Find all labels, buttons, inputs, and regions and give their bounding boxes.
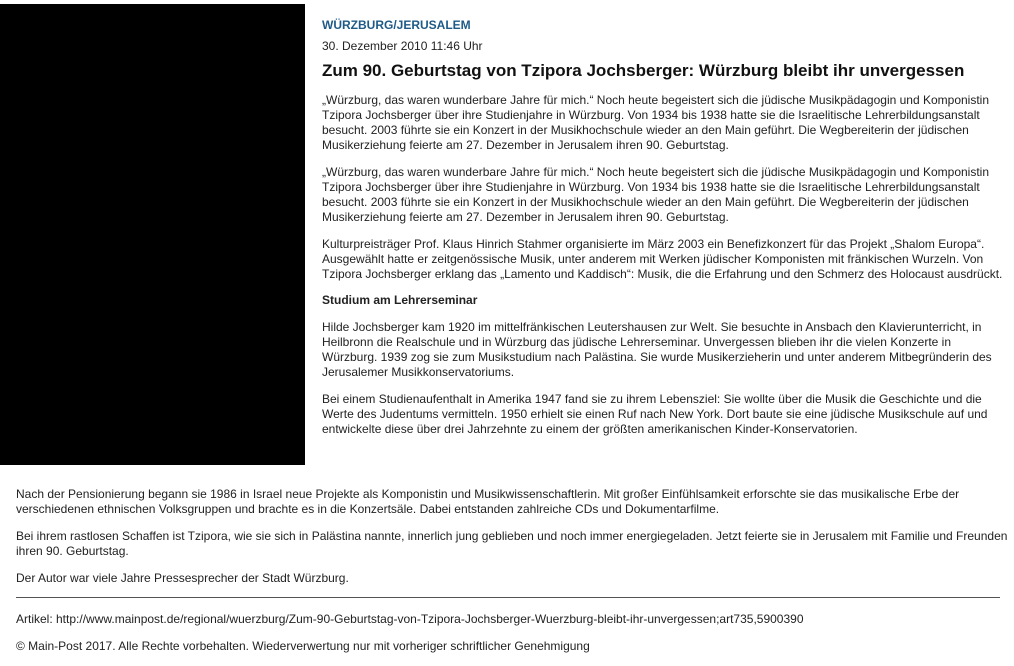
article-paragraph: Bei einem Studienaufenthalt in Amerika 1947 fand sie zu ihrem Lebensziel: Sie wollte über die Musik die Geschichte und die Werte des Judentums vermitteln. 1950 erhielt sie einen Ruf nach New York. Dort baute sie eine jüdische Musikschule auf und entwickelte diese über drei Jahrzehnte zu einem der größten amerikanischen Kinder-Konservatorien. [322, 392, 988, 436]
author-note: Der Autor war viele Jahre Pressesprecher der Stadt Würzburg. [16, 571, 349, 585]
copyright-notice: © Main-Post 2017. Alle Rechte vorbehalten. Wiederverwertung nur mit vorheriger schriftlicher Genehmigung [16, 639, 590, 653]
article-paragraph: Hilde Jochsberger kam 1920 im mittelfränkischen Leutershausen zur Welt. Sie besuchte in Ansbach den Klavierunterricht, in Heilbronn die Realschule und in Würzburg das jüdische Lehrerseminar. Unvergessen blieben ihr die vielen Konzerte in Würzburg. 1939 zog sie zum Musikstudium nach Palästina. Sie wurde Musikerzieherin und unter anderem Mitbegründerin des Jerusalemer Musikkonservatoriums. [322, 320, 992, 379]
article-subheading: Studium am Lehrerseminar [322, 293, 478, 307]
article-paragraph: Bei ihrem rastlosen Schaffen ist Tzipora, wie sie sich in Palästina nannte, innerlich jung geblieben und noch immer energiegeladen. Jetzt feierte sie in Jerusalem mit Familie und Freunden ihren 90. Geburtstag. [16, 529, 1008, 558]
article-paragraph: Nach der Pensionierung begann sie 1986 in Israel neue Projekte als Komponistin und Musikwissenschaftlerin. Mit großer Einfühlsamkeit erforschte sie das musikalische Erbe der verschiedenen ethnischen Volksgruppen und brachte es in die Konzertsäle. Dabei entstanden zahlreiche CDs und Dokumentarfilme. [16, 487, 960, 516]
article-image [0, 4, 305, 465]
footer-divider [16, 597, 1000, 598]
article-url: Artikel: http://www.mainpost.de/regional/wuerzburg/Zum-90-Geburtstag-von-Tzipora-Jochsberger-Wuerzburg-bleibt-ihr-unvergessen;art735,5900390 [16, 612, 804, 626]
article-paragraph: „Würzburg, das waren wunderbare Jahre für mich.“ Noch heute begeistert sich die jüdische Musikpädagogin und Komponistin Tzipora Jochsberger über ihre Studienjahre in Würzburg. Von 1934 bis 1938 hatte sie die Israelitische Lehrerbildungsanstalt besucht. 2003 führte sie ein Konzert in der Musikhochschule wieder an den Main geführt. Die Wegbereiterin der jüdischen Musikerziehung feierte am 27. Dezember in Jerusalem ihren 90. Geburtstag. [322, 165, 990, 224]
article-kicker: WÜRZBURG/JERUSALEM [322, 18, 471, 32]
article-paragraph: „Würzburg, das waren wunderbare Jahre für mich.“ Noch heute begeistert sich die jüdische Musikpädagogin und Komponistin Tzipora Jochsberger über ihre Studienjahre in Würzburg. Von 1934 bis 1938 hatte sie die Israelitische Lehrerbildungsanstalt besucht. 2003 führte sie ein Konzert in der Musikhochschule wieder an den Main geführt. Die Wegbereiterin der jüdischen Musikerziehung feierte am 27. Dezember in Jerusalem ihren 90. Geburtstag. [322, 93, 990, 152]
article-paragraph: Kulturpreisträger Prof. Klaus Hinrich Stahmer organisierte im März 2003 ein Benefizkonzert für das Projekt „Shalom Europa“. Ausgewählt hatte er zeitgenössische Musik, unter anderem mit Werken jüdischer Komponisten mit fränkischen Wurzeln. Von Tzipora Jochsberger erklang das „Lamento und Kaddisch“: Musik, die die Erfahrung und den Schmerz des Holocaust ausdrückt. [322, 237, 1003, 281]
article-headline: Zum 90. Geburtstag von Tzipora Jochsberger: Würzburg bleibt ihr unvergessen [322, 61, 965, 80]
article-date: 30. Dezember 2010 11:46 Uhr [322, 39, 483, 53]
article-column-full [16, 487, 1008, 586]
article-column-right [322, 18, 1006, 437]
